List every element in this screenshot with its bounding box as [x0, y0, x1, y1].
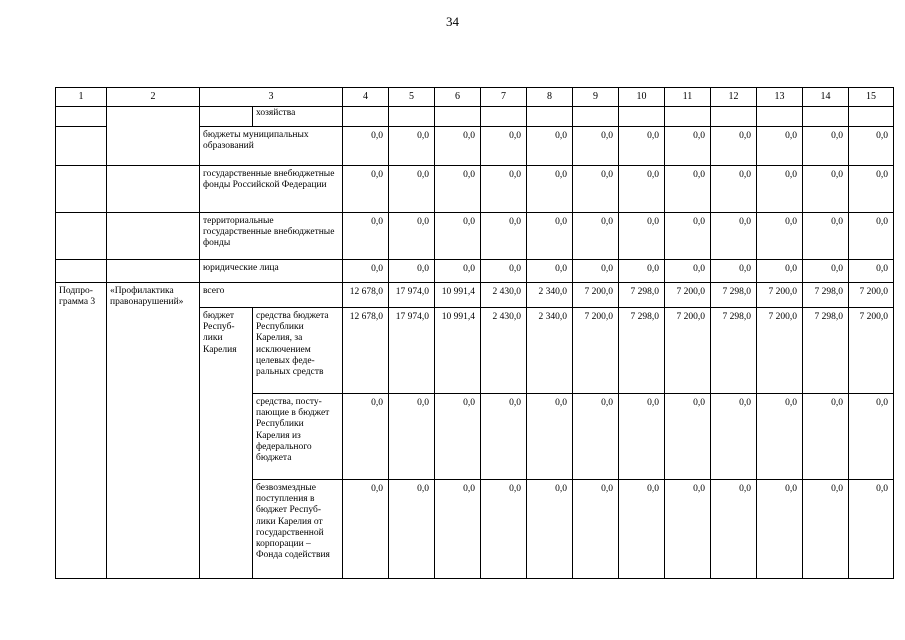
value-cell: 0,0 [803, 127, 849, 166]
value-cell: 10 991,4 [435, 283, 481, 308]
header-cell: 6 [435, 88, 481, 107]
value-cell: 0,0 [389, 166, 435, 213]
header-cell: 8 [527, 88, 573, 107]
value-cell: 0,0 [435, 480, 481, 579]
empty-cell [107, 107, 200, 127]
value-cell: 7 200,0 [757, 308, 803, 394]
value-cell: 0,0 [435, 127, 481, 166]
value-cell: 0,0 [757, 166, 803, 213]
value-cell: 0,0 [389, 127, 435, 166]
value-cell: 0,0 [757, 394, 803, 480]
value-cell: 0,0 [803, 213, 849, 260]
value-cell: 0,0 [619, 394, 665, 480]
value-cell: 7 298,0 [619, 283, 665, 308]
empty-cell [56, 127, 107, 166]
empty-cell [527, 107, 573, 127]
empty-cell [107, 260, 200, 283]
value-cell: 0,0 [665, 213, 711, 260]
value-cell: 7 200,0 [665, 283, 711, 308]
value-cell: 0,0 [803, 480, 849, 579]
value-cell: 0,0 [757, 260, 803, 283]
value-cell: 7 298,0 [711, 283, 757, 308]
value-cell: 7 200,0 [849, 308, 894, 394]
table-row-territorial [56, 213, 894, 260]
empty-cell [481, 107, 527, 127]
value-cell: 7 200,0 [573, 308, 619, 394]
value-cell: 0,0 [481, 127, 527, 166]
table-row-extrabudget [56, 166, 894, 213]
value-cell: 7 200,0 [665, 308, 711, 394]
row-label: территориальные государственные внебюджетные фонды [200, 213, 343, 260]
value-cell: 0,0 [849, 213, 894, 260]
value-cell: 0,0 [711, 260, 757, 283]
header-cell: 9 [573, 88, 619, 107]
value-cell: 0,0 [573, 166, 619, 213]
value-cell: 7 200,0 [849, 283, 894, 308]
value-cell: 0,0 [665, 127, 711, 166]
row-label: бюджеты муниципальных образований [200, 127, 343, 166]
value-cell: 0,0 [343, 394, 389, 480]
value-cell: 0,0 [343, 213, 389, 260]
value-cell: 0,0 [481, 394, 527, 480]
value-cell: 0,0 [803, 260, 849, 283]
empty-cell [107, 166, 200, 213]
value-cell: 2 340,0 [527, 283, 573, 308]
row-label: государственные внебюджетные фонды Российской Федерации [200, 166, 343, 213]
value-cell: 0,0 [711, 127, 757, 166]
value-cell: 0,0 [435, 166, 481, 213]
value-cell: 0,0 [849, 480, 894, 579]
value-cell: 10 991,4 [435, 308, 481, 394]
value-cell: 2 430,0 [481, 283, 527, 308]
value-cell: 7 298,0 [803, 283, 849, 308]
header-cell: 14 [803, 88, 849, 107]
empty-cell [56, 260, 107, 283]
value-cell: 2 340,0 [527, 308, 573, 394]
value-cell: 0,0 [849, 127, 894, 166]
value-cell: 0,0 [619, 260, 665, 283]
row-label: юридические лица [200, 260, 343, 283]
empty-cell [107, 127, 200, 166]
value-cell: 0,0 [481, 480, 527, 579]
table-row-total [56, 283, 894, 308]
header-cell: 12 [711, 88, 757, 107]
value-cell: 0,0 [343, 127, 389, 166]
value-cell: 0,0 [481, 260, 527, 283]
page-number: 34 [446, 14, 459, 29]
value-cell: 0,0 [435, 260, 481, 283]
value-cell: 12 678,0 [343, 283, 389, 308]
value-cell: 0,0 [481, 166, 527, 213]
value-cell: 0,0 [757, 213, 803, 260]
subprogram-name: Подпро- грамма 3 [56, 283, 107, 579]
header-cell: 1 [56, 88, 107, 107]
header-cell: 3 [200, 88, 343, 107]
row-label: средства, посту-пающие в бюджет Республики Карелия из федерального бюджета [253, 394, 343, 480]
value-cell: 0,0 [849, 260, 894, 283]
value-cell: 0,0 [573, 213, 619, 260]
value-cell: 0,0 [665, 480, 711, 579]
value-cell: 0,0 [573, 394, 619, 480]
value-cell: 12 678,0 [343, 308, 389, 394]
row-label: всего [200, 283, 343, 308]
value-cell: 7 298,0 [711, 308, 757, 394]
row-label: безвозмездные поступления в бюджет Респуб-лики Карелия от государственной корпорации – Фонда содействия [253, 480, 343, 579]
empty-cell [573, 107, 619, 127]
header-cell: 5 [389, 88, 435, 107]
header-cell: 2 [107, 88, 200, 107]
value-cell: 0,0 [343, 166, 389, 213]
empty-cell [343, 107, 389, 127]
value-cell: 0,0 [757, 127, 803, 166]
value-cell: 0,0 [619, 166, 665, 213]
empty-cell [849, 107, 894, 127]
value-cell: 0,0 [343, 260, 389, 283]
header-cell: 15 [849, 88, 894, 107]
value-cell: 17 974,0 [389, 283, 435, 308]
header-cell: 11 [665, 88, 711, 107]
value-cell: 0,0 [527, 127, 573, 166]
value-cell: 0,0 [619, 213, 665, 260]
value-cell: 7 298,0 [803, 308, 849, 394]
value-cell: 0,0 [619, 127, 665, 166]
value-cell: 0,0 [665, 394, 711, 480]
empty-cell [711, 107, 757, 127]
value-cell: 0,0 [711, 394, 757, 480]
value-cell: 0,0 [849, 394, 894, 480]
value-cell: 0,0 [619, 480, 665, 579]
value-cell: 0,0 [573, 260, 619, 283]
header-row [56, 88, 894, 107]
value-cell: 0,0 [665, 166, 711, 213]
value-cell: 7 200,0 [757, 283, 803, 308]
subprogram-title: «Профилактика правонарушений» [107, 283, 200, 579]
value-cell: 0,0 [757, 480, 803, 579]
value-cell: 7 200,0 [573, 283, 619, 308]
value-cell: 0,0 [711, 166, 757, 213]
value-cell: 0,0 [527, 480, 573, 579]
value-cell: 0,0 [711, 480, 757, 579]
value-cell: 0,0 [527, 213, 573, 260]
header-cell: 10 [619, 88, 665, 107]
value-cell: 0,0 [389, 394, 435, 480]
value-cell: 0,0 [803, 166, 849, 213]
empty-cell [389, 107, 435, 127]
rk-budget-label: бюджет Респуб- лики Карелия [200, 308, 253, 579]
value-cell: 0,0 [849, 166, 894, 213]
value-cell: 17 974,0 [389, 308, 435, 394]
value-cell: 2 430,0 [481, 308, 527, 394]
value-cell: 0,0 [481, 213, 527, 260]
table-row-farms [56, 107, 894, 127]
header-cell: 13 [757, 88, 803, 107]
empty-cell [56, 107, 107, 127]
header-cell: 4 [343, 88, 389, 107]
empty-cell [107, 213, 200, 260]
empty-cell [435, 107, 481, 127]
value-cell: 0,0 [343, 480, 389, 579]
value-cell: 0,0 [389, 480, 435, 579]
empty-cell [757, 107, 803, 127]
table-row-legal [56, 260, 894, 283]
value-cell: 0,0 [527, 260, 573, 283]
value-cell: 0,0 [435, 394, 481, 480]
empty-cell [56, 213, 107, 260]
empty-cell [56, 166, 107, 213]
value-cell: 0,0 [573, 480, 619, 579]
empty-cell [803, 107, 849, 127]
empty-cell [200, 107, 253, 127]
row-label: хозяйства [253, 107, 343, 127]
value-cell: 0,0 [435, 213, 481, 260]
value-cell: 0,0 [389, 260, 435, 283]
value-cell: 7 298,0 [619, 308, 665, 394]
empty-cell [619, 107, 665, 127]
value-cell: 0,0 [803, 394, 849, 480]
value-cell: 0,0 [527, 166, 573, 213]
empty-cell [665, 107, 711, 127]
row-label: средства бюджета Республики Карелия, за исключением целевых феде-ральных средств [253, 308, 343, 394]
table-row-municipal [56, 127, 894, 166]
value-cell: 0,0 [527, 394, 573, 480]
budget-table [55, 87, 894, 579]
value-cell: 0,0 [389, 213, 435, 260]
value-cell: 0,0 [711, 213, 757, 260]
header-cell: 7 [481, 88, 527, 107]
value-cell: 0,0 [665, 260, 711, 283]
value-cell: 0,0 [573, 127, 619, 166]
